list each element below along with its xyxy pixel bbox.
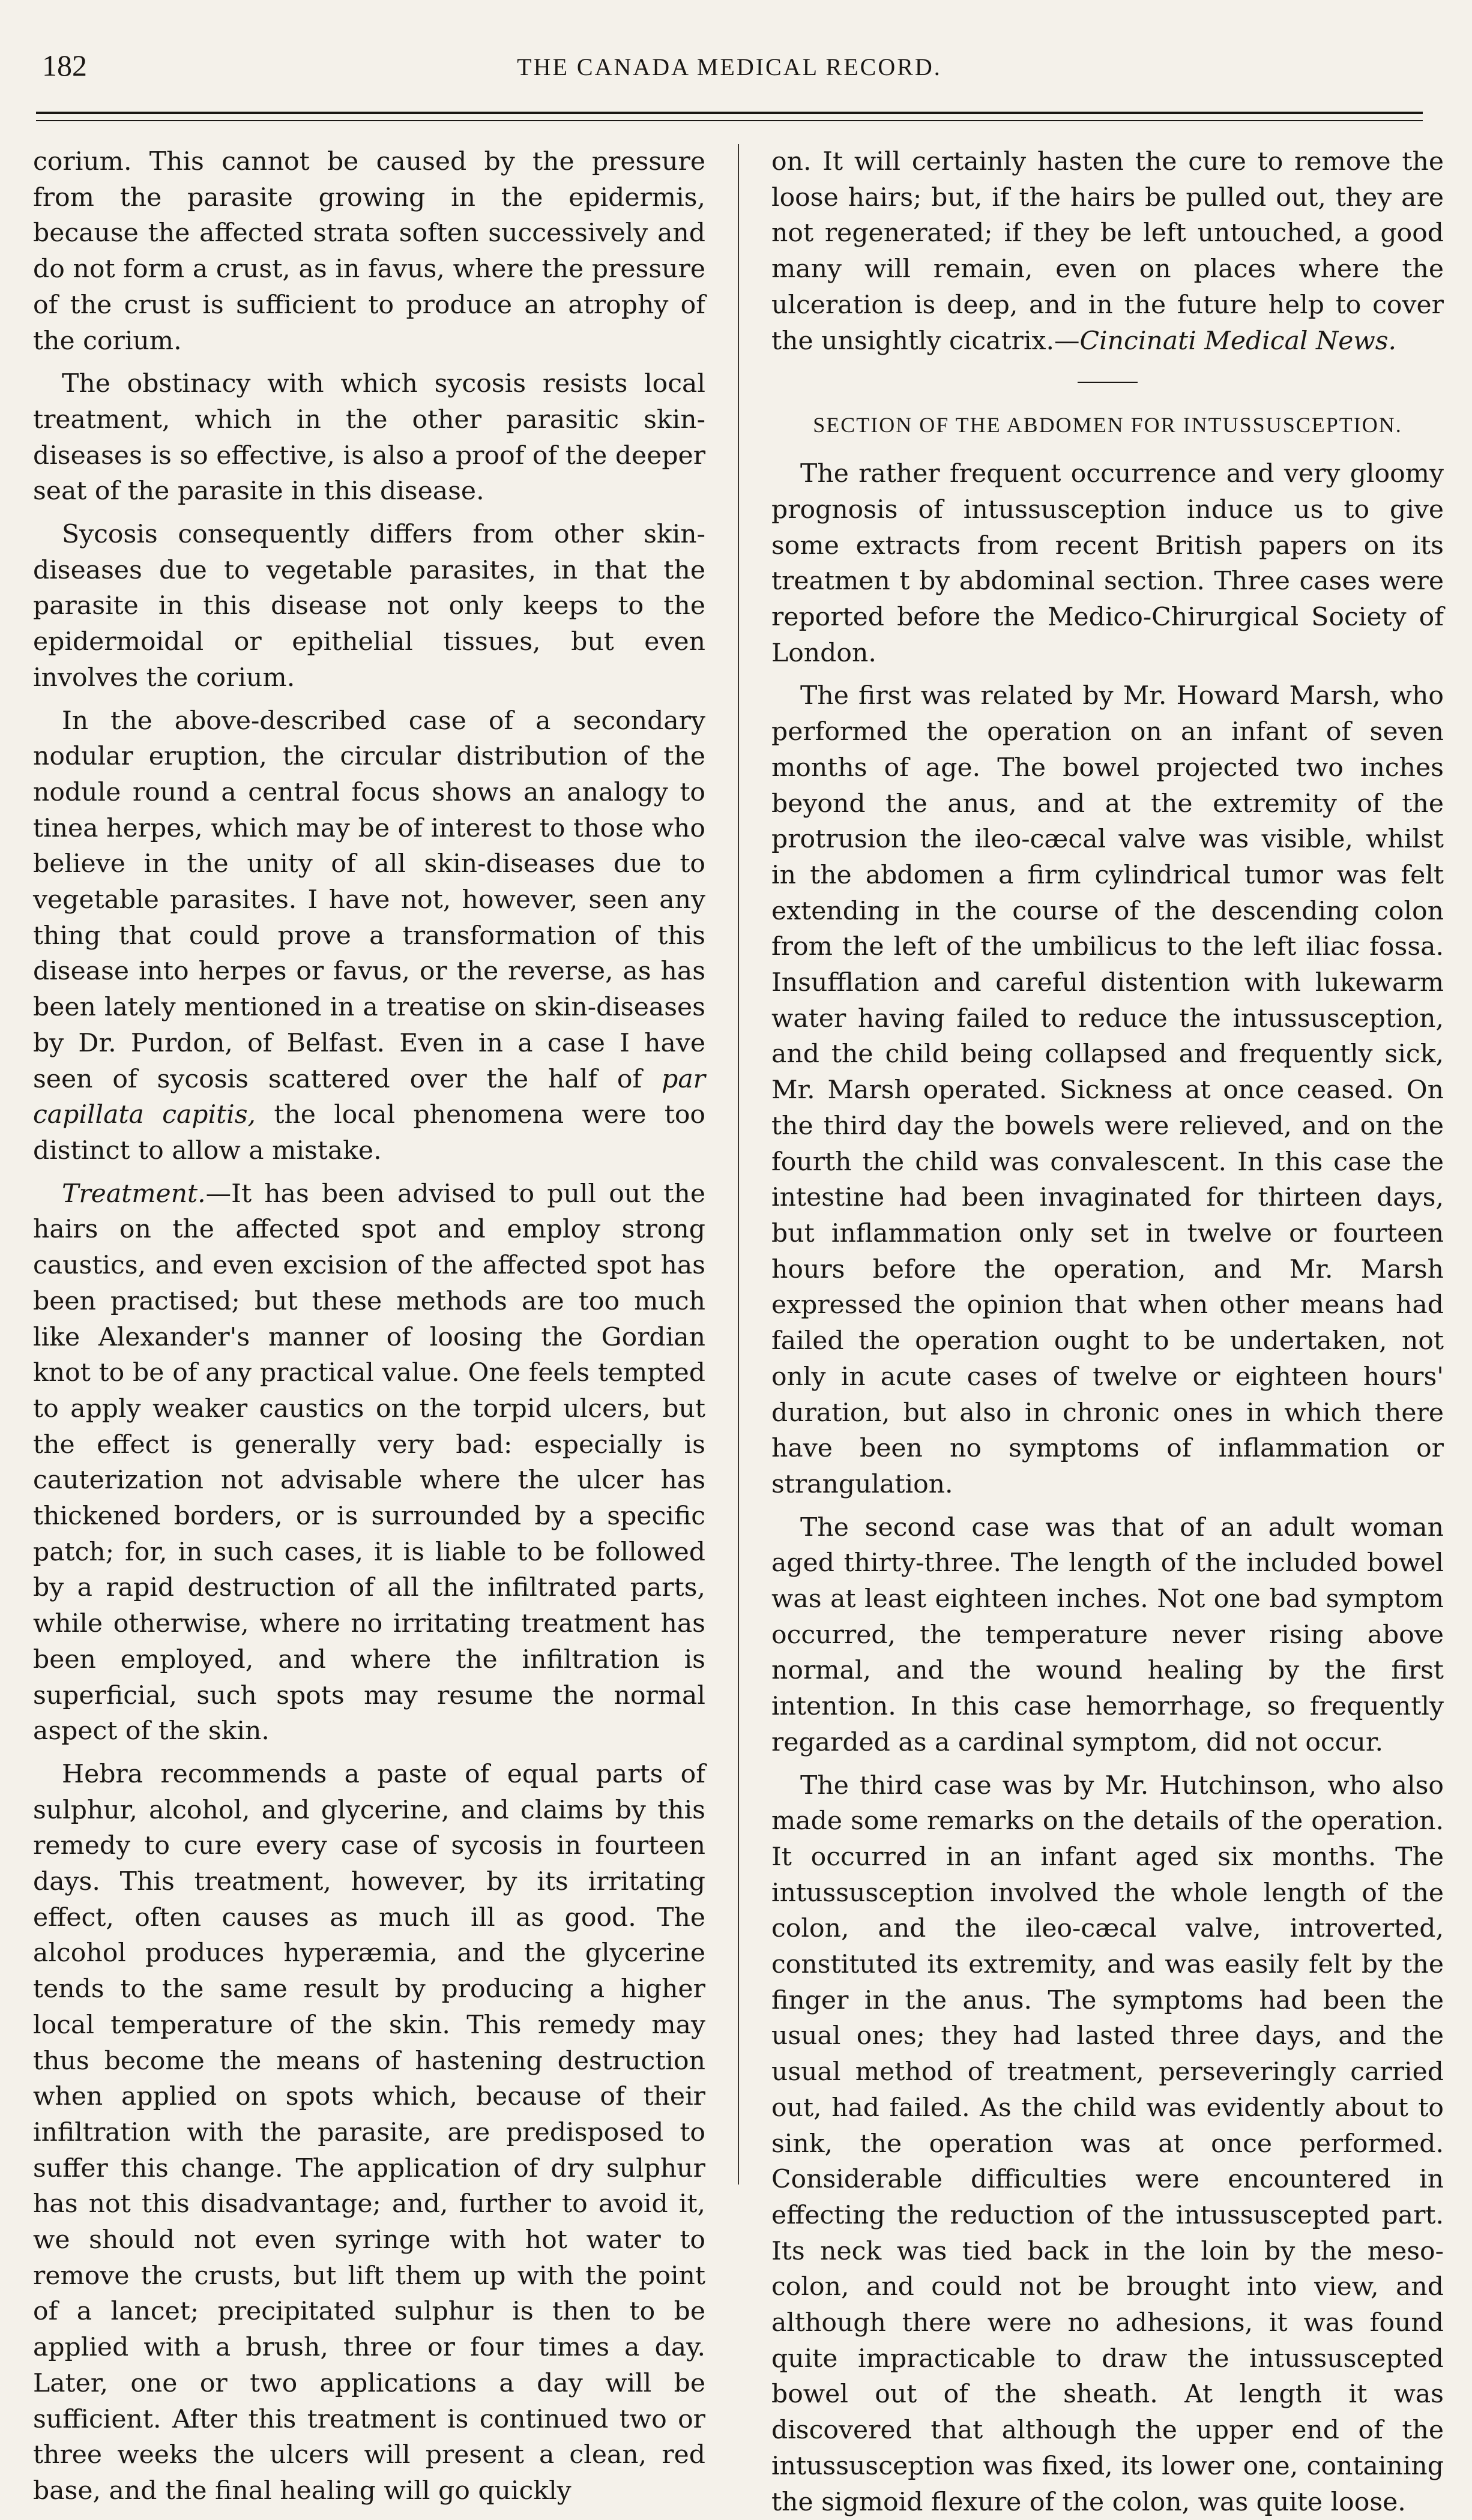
paragraph: The first was related by Mr. Howard Marsh, who performed the operation on an infant of seven months of age. The bowel projected two inches beyond the anus, and at the extremity of the protrusion the ileo-cæcal valve was visible, whilst in the abdomen a firm cylindrical tumor was felt extending in the course of the descending colon from the left of the umbilicus to the left iliac fossa. Insufflation and careful distention with lukewarm water having failed to reduce the intussusception, and the child being collapsed and frequently sick, Mr. Marsh operated. Sickness at once ceased. On the third day the bowels were relieved, and on the fourth the child was convalescent. In this case the intestine had been invaginated for thirteen days, but inflammation only set in twelve or fourteen hours before the operation, and Mr. Marsh expressed the opinion that when other means had failed the operation ought to be undertaken, not only in acute cases of twelve or eighteen hours' duration, but also in chronic ones in which there have been no symptoms of inflammation or strangulation. [771, 681, 1444, 1499]
column-divider [738, 144, 739, 2185]
latin-term: par capillata capitis, [33, 1064, 705, 1130]
paragraph-text: In the above-described case of a secondary nodular eruption, the circular distribution of the nodule round a central focus shows an analogy to tinea herpes, which may be of interest to those who believe in the unity of all skin-diseases due to vegetable parasites. I have not, however, seen any thing that could prove a transformation of this disease into herpes or favus, or the reverse, as has been lately mentioned in a treatise on skin-diseases by Dr. Purdon, of Belfast. Even in a case I have seen of sycosis scattered over the half of [33, 706, 705, 1094]
header-rule-thick [36, 112, 1423, 114]
paragraph-text: the local phenomena were too distinct to allow a mistake. [33, 1100, 705, 1165]
paragraph: The third case was by Mr. Hutchinson, who also made some remarks on the details of the operation. It occurred in an infant aged six months. The intussusception involved the whole length of the colon, and the ileo-cæcal valve, introverted, constituted its extremity, and was easily felt by the finger in the anus. The symptoms had been the usual ones; they had lasted three days, and the usual method of treatment, perseveringly carried out, had failed. As the child was evidently about to sink, the operation was at once performed. Considerable difficulties were encountered in effecting the reduction of the intussuscepted part. Its neck was tied back in the loin by the meso-colon, and could not be brought into view, and although there were no adhesions, it was found quite impracticable to draw the intussuscepted bowel out of the sheath. At length it was discovered that although the upper end of the intussusception was fixed, its lower one, containing the sigmoid flexure of the colon, was quite loose. [771, 1770, 1444, 2517]
header-rule-thin [36, 120, 1423, 121]
right-column [771, 144, 1444, 2517]
treatment-lead-in: Treatment. [62, 1179, 206, 1209]
page-header [42, 48, 1417, 90]
source-citation: Cincinati Medical News. [1079, 326, 1397, 356]
page-number: 182 [42, 49, 87, 82]
running-title: THE CANADA MEDICAL RECORD. [517, 53, 942, 80]
paragraph: The second case was that of an adult woman aged thirty-three. The length of the included bowel was at least eighteen inches. Not one bad symptom occurred, the temperature never rising above normal, and the wound healing by the first intention. In this case hemorrhage, so frequently regarded as a cardinal symptom, did not occur. [771, 1512, 1444, 1757]
paragraph: The obstinacy with which sycosis resists local treatment, which in the other parasitic skin-diseases is so effective, is also a proof of the deeper seat of the parasite in this disease. [33, 369, 706, 507]
section-heading: SECTION OF THE ABDOMEN FOR INTUSSUSCEPTION. [813, 413, 1402, 438]
paragraph [771, 144, 1444, 359]
paragraph [33, 703, 705, 1169]
section-separator-rule [1078, 382, 1138, 383]
paragraph: corium. This cannot be caused by the pressure from the parasite growing in the epidermis, because the affected strata soften successively and do not form a crust, as in favus, where the pressure of the crust is sufficient to produce an atrophy of the corium. [33, 147, 705, 356]
paragraph-text: on. It will certainly hasten the cure to remove the loose hairs; but, if the hairs be pulled out, they are not regenerated; if they be left untouched, a good many will remain, even on places where the ulceration is deep, and in the future help to cover the unsightly cicatrix.— [771, 147, 1444, 356]
paragraph: The rather frequent occurrence and very gloomy prognosis of intussusception induce us to give some extracts from recent British papers on its treatmen t by abdominal section. Three cases were reported before the Medico-Chirurgical Society of London. [771, 459, 1444, 668]
paragraph-text: —It has been advised to pull out the hairs on the affected spot and employ strong caustics, and even excision of the affected spot has been practised; but these methods are too much like Alexander's manner of loosing the Gordian knot to be of any practical value. One feels tempted to apply weaker caustics on the torpid ulcers, but the effect is generally very bad: especially is cauterization not advisable where the ulcer has thickened borders, or is surrounded by a specific patch; for, in such cases, it is liable to be followed by a rapid destruction of all the infiltrated parts, while otherwise, where no irritating treatment has been employed, and where the infiltration is superficial, such spots may resume the normal aspect of the skin. [33, 1179, 705, 1746]
paragraph: Sycosis consequently differs from other skin-diseases due to vegetable parasites, in that the parasite in this disease not only keeps to the epidermoidal or epithelial tissues, but even involves the corium. [33, 520, 705, 693]
paragraph [33, 1176, 705, 1749]
paragraph: Hebra recommends a paste of equal parts of sulphur, alcohol, and glycerine, and claims by this remedy to cure every case of sycosis in fourteen days. This treatment, however, by its irritating effect, often causes as much ill as good. The alcohol produces hyperæmia, and the glycerine tends to the same result by producing a higher local temperature of the skin. This remedy may thus become the means of hastening destruction when applied on spots which, because of their infiltration with the parasite, are predisposed to suffer this change. The application of dry sulphur has not this disadvantage; and, further to avoid it, we should not even syringe with hot water to remove the crusts, but lift them up with the point of a lancet; precipitated sulphur is then to be applied with a brush, three or four times a day. Later, one or two applications a day will be sufficient. After this treatment is continued two or three weeks the ulcers will present a clean, red base, and the final healing will go quickly [33, 1759, 705, 2506]
left-column [33, 144, 706, 2506]
